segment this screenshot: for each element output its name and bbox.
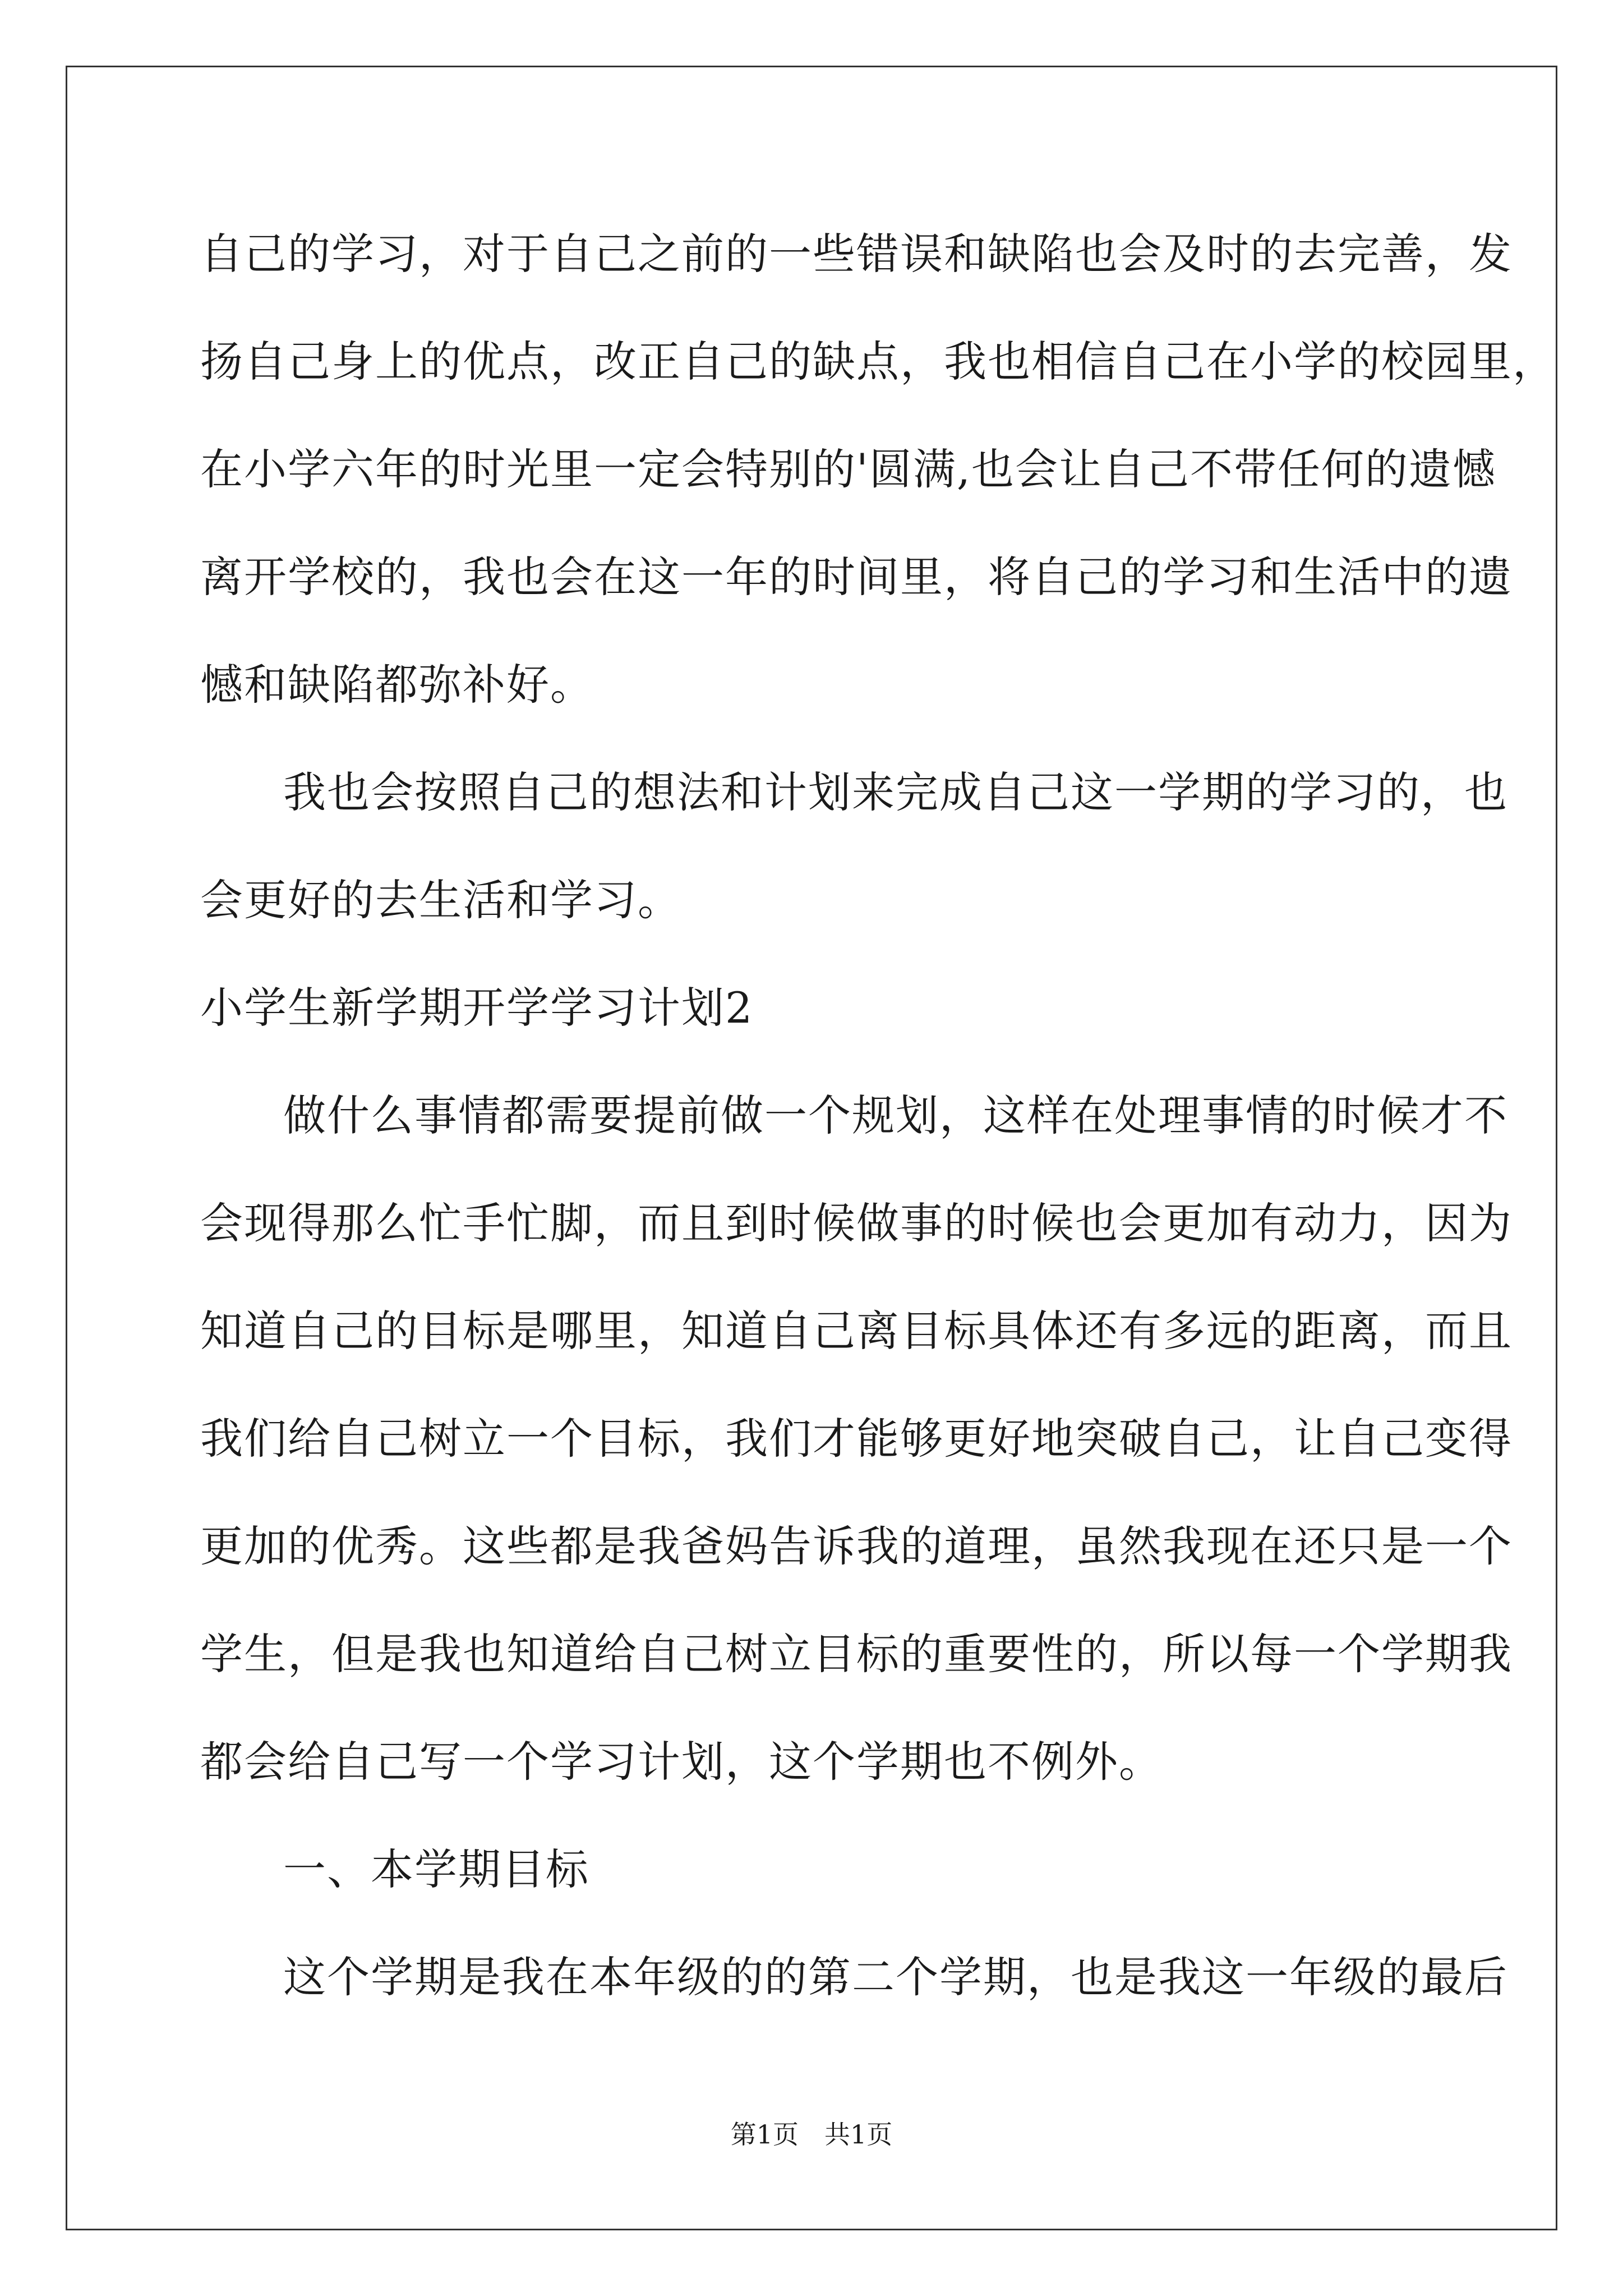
subsection-heading: 一、本学期目标 (283, 1844, 589, 1894)
text-line: 会更好的去生活和学习。 (200, 875, 681, 925)
text-line: 我们给自己树立一个目标，我们才能够更好地突破自己，让自己变得 (200, 1414, 1513, 1464)
text-line: 憾和缺陷都弥补好。 (200, 660, 594, 710)
page-number-footer: 第1页 共1页 (730, 2119, 893, 2150)
text-line: 更加的优秀。这些都是我爸妈告诉我的道理，虽然我现在还只是一个 (200, 1521, 1513, 1571)
text-line: 这个学期是我在本年级的的第二个学期，也是我这一年级的最后 (283, 1952, 1508, 2002)
text-line: 在小学六年的时光里一定会特别的'圆满,也会让自己不带任何的遗憾 (200, 444, 1497, 494)
text-line: 扬自己身上的优点，改正自己的缺点，我也相信自己在小学的校园里， (200, 337, 1556, 386)
text-line: 会现得那么忙手忙脚，而且到时候做事的时候也会更加有动力，因为 (200, 1198, 1513, 1248)
text-line: 我也会按照自己的想法和计划来完成自己这一学期的学习的，也 (283, 767, 1508, 817)
text-line: 都会给自己写一个学习计划，这个学期也不例外。 (200, 1737, 1163, 1787)
text-line: 学生，但是我也知道给自己树立目标的重要性的，所以每一个学期我 (200, 1629, 1513, 1679)
text-line: 自己的学习，对于自己之前的一些错误和缺陷也会及时的去完善，发 (200, 229, 1513, 279)
text-line: 知道自己的目标是哪里，知道自己离目标具体还有多远的距离，而且 (200, 1306, 1513, 1356)
text-line: 离开学校的，我也会在这一年的时间里，将自己的学习和生活中的遗 (200, 552, 1513, 602)
text-line: 做什么事情都需要提前做一个规划，这样在处理事情的时候才不 (283, 1091, 1508, 1140)
section-heading: 小学生新学期开学学习计划2 (200, 983, 754, 1033)
